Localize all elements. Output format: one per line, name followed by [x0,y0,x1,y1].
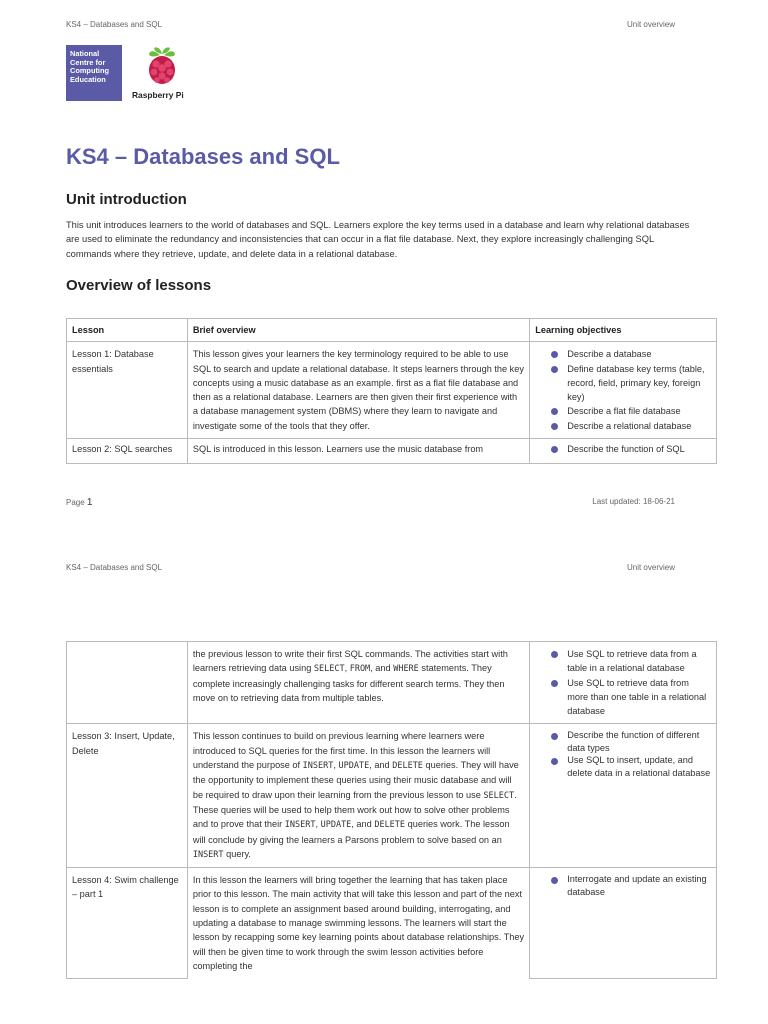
ncce-logo-line: National [70,49,100,58]
header-left: KS4 – Databases and SQL [66,563,163,572]
ncce-logo-line: Centre for [70,57,106,67]
overview-text: and [375,663,391,674]
objective-item: Describe a flat file database [535,404,711,418]
sql-keyword: WHERE [393,664,419,675]
overview-text: queries work. The lesson will conclude by giving the learners a Parsons problem to solve based on an [192,819,510,845]
header-right: Unit overview [626,563,675,572]
page-header [66,563,675,572]
overview-text: query. [226,848,251,859]
page-header [66,20,675,29]
lesson-objectives [530,724,717,868]
lesson-name: Lesson 3: Insert, Update, Delete [67,724,188,868]
lesson-overview: This lesson gives your learners the key terminology required to be able to use SQL to search and update a relational database. It steps learners through the key concepts using a music database as an example. first as a flat file database and then as a relational database. Learners are then given their first experience with a database management system (DBMS) where they learn to navigate and investigate some of the tools that they offer. [187,342,529,439]
page-num: 1 [86,497,93,508]
table-row [67,642,717,724]
page-title: KS4 – Databases and SQL [66,144,340,169]
col-header: Learning objectives [530,319,717,342]
sql-keyword: DELETE [392,761,423,772]
lesson-objectives [530,642,717,724]
lesson-overview: This lesson continues to build on previous learning where learners were introduced to SQL queries for the first time. In this lesson the learners will understand the purpose of INSERT, UPDATE, and DELETE queries. They will have the opportunity to implement these queries using their music database and will be required to draw upon their learning from the previous lesson to use SELECT. These queries will be used to help them work out how to solve other problems and to prove that their INSERT, UPDATE, and DELETE queries work. The lesson will conclude by giving the learners a Parsons problem to solve based on an INSERT query. [187,724,529,868]
objective-item: Describe a relational database [535,419,711,433]
page-footer [66,497,675,508]
lesson-name: Lesson 4: Swim challenge – part 1 [67,868,188,979]
lesson-name [67,642,188,724]
raspberry-icon [142,44,182,88]
table-row [67,342,717,439]
col-header: Brief overview [187,319,529,342]
sql-keyword: UPDATE [338,761,370,772]
overview-heading: Overview of lessons [66,277,212,294]
lesson-objectives [530,868,717,979]
objective-item: Describe a database [535,347,711,361]
last-updated: Last updated: 18-06-21 [592,497,675,506]
lesson-overview: In this lesson the learners will bring together the learning that has taken place prior to this lesson. The main activity that will take this lesson and part of the next lesson is to complete an assignment based around building, interrogating, and updating a database to manage swimming lessons. The learners will start the lesson by recapping some key learning points about database relationships. They will then be given time to work through the swim lesson activities before completing the [187,868,529,979]
lessons-table-continued [66,641,717,979]
overview-text: statements. They complete increasingly challenging tasks for different search terms. They then move on to retrieving data from multiple tables. [192,663,505,703]
raspberry-pi-logo [132,44,194,104]
ncce-logo-line: Computing [70,66,109,76]
objective-item: Use SQL to retrieve data from a table in a relational database [535,647,711,676]
table-header-row [67,319,717,342]
table-row [67,439,717,464]
lesson-overview: the previous lesson to write their first SQL commands. The activities start with learners retrieving data using SELECT, FROM, and WHERE statements. They complete increasingly challenging tasks for different search terms. They then move on to retrieving data from multiple tables. [187,642,529,724]
header-right: Unit overview [626,20,675,29]
sql-keyword: UPDATE [320,820,352,831]
overview-text: . These queries will be used to help them work out how to solve other problems and to prove that their [192,789,517,830]
objective-item: Define database key terms (table, record, field, primary key, foreign key) [535,362,711,405]
objective-item: Use SQL to retrieve data from more than one table in a relational database [535,676,711,719]
overview-text: and [374,760,390,771]
unit-intro-heading: Unit introduction [66,191,187,208]
overview-text: the previous lesson to write their first SQL commands. The activities start with learners retrieving data using [192,649,508,674]
page-label: Page [66,498,85,507]
ncce-logo [66,45,122,101]
lesson-name: Lesson 2: SQL searches [67,439,188,464]
overview-text: and [356,819,372,830]
sql-keyword: FROM [349,664,371,675]
col-header: Lesson [67,319,188,342]
objective-item: Interrogate and update an existing database [535,873,711,898]
sql-keyword: INSERT [192,849,224,860]
sql-keyword: SELECT [313,664,345,675]
ncce-logo-line: Education [70,74,106,84]
table-row [67,724,717,868]
sql-keyword: INSERT [302,761,334,772]
objective-item: Use SQL to insert, update, and delete data in a relational database [535,754,711,779]
lesson-objectives [530,342,717,439]
objective-item: Describe the function of SQL [535,442,711,456]
objective-item: Describe the function of different data types [535,729,711,754]
lesson-objectives [530,439,717,464]
lesson-name: Lesson 1: Database essentials [67,342,188,439]
lessons-table [66,318,717,464]
page-number [66,497,92,508]
overview-text: queries. They will have the opportunity to implement these queries using their music database and will be required to draw upon their learning from the previous lesson to use [192,760,519,800]
sql-keyword: DELETE [374,820,406,831]
header-left: KS4 – Databases and SQL [66,20,163,29]
sql-keyword: SELECT [483,790,515,801]
lesson-overview: SQL is introduced in this lesson. Learners use the music database from [187,439,529,464]
table-row [67,868,717,979]
overview-text: This lesson continues to build on previous learning where learners were introduced to SQL queries for the first time. In this lesson the learners will understand the purpose of [192,731,491,771]
raspberry-pi-label: Raspberry Pi [132,90,184,100]
unit-intro-text: This unit introduces learners to the world of databases and SQL. Learners explore the key terms used in a database and learn why relational databases are used to eliminate the redundancy and inconsistencies that can occur in a flat file database. Next, they explore increasingly challenging SQL commands where they retrieve, update, and delete data in a relational database. [66,220,690,259]
sql-keyword: INSERT [284,820,316,831]
